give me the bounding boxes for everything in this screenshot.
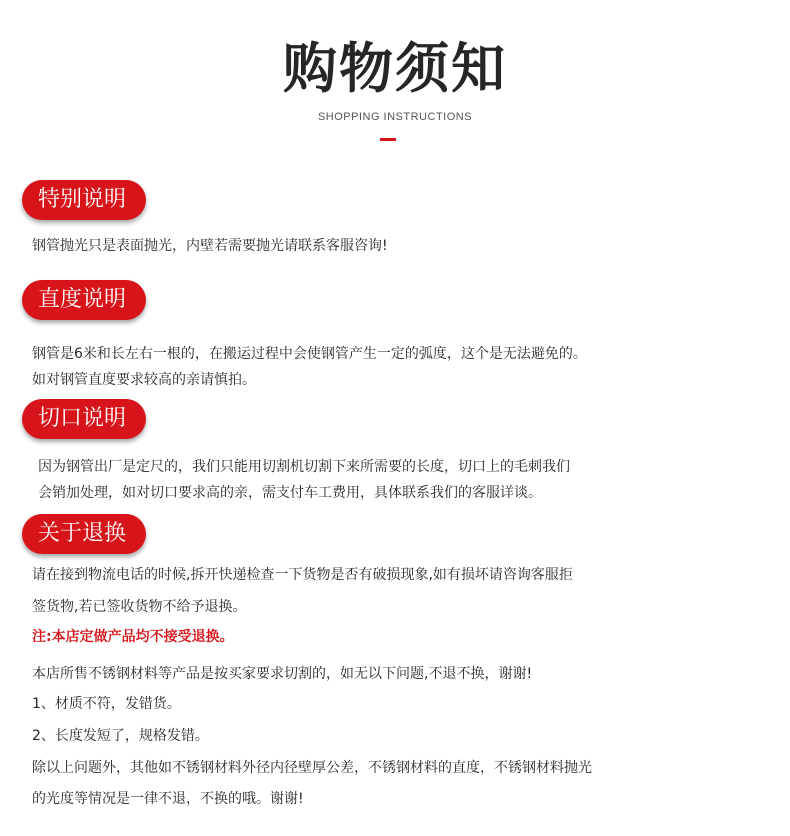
special-text-line: 钢管抛光只是表面抛光，内壁若需要抛光请联系客服咨询! (32, 238, 388, 254)
section-label-returns: 关于退换 (22, 514, 146, 554)
returns-policy-line: 2、长度发短了，规格发错。 (32, 728, 209, 744)
returns-policy-line: 1、材质不符，发错货。 (32, 696, 181, 712)
straightness-text-line: 钢管是6米和长左右一根的，在搬运过程中会使钢管产生一定的弧度，这个是无法避免的。 (32, 346, 587, 362)
returns-note: 注:本店定做产品均不接受退换。 (32, 629, 234, 645)
returns-policy-line: 除以上问题外，其他如不锈钢材料外径内径壁厚公差，不锈钢材料的直度，不锈钢材料抛光 (32, 760, 592, 776)
section-label-special: 特别说明 (22, 180, 146, 220)
section-label-cut: 切口说明 (22, 399, 146, 439)
section-label-straightness: 直度说明 (22, 280, 146, 320)
page-title: 购物须知 (283, 37, 507, 100)
returns-text-line: 签货物,若已签收货物不给予退换。 (32, 599, 247, 615)
straightness-text-line: 如对钢管直度要求较高的亲请慎拍。 (32, 372, 256, 388)
returns-policy-line: 的光度等情况是一律不退，不换的哦。谢谢! (32, 791, 304, 807)
returns-policy-line: 本店所售不锈钢材料等产品是按买家要求切割的，如无以下问题,不退不换，谢谢! (32, 666, 533, 682)
cut-text-line: 因为钢管出厂是定尺的，我们只能用切割机切割下来所需要的长度，切口上的毛刺我们 (38, 459, 570, 475)
cut-text-line: 会销加处理，如对切口要求高的亲，需支付车工费用，具体联系我们的客服详谈。 (38, 485, 542, 501)
title-underline (380, 138, 396, 141)
page-subtitle: SHOPPING INSTRUCTIONS (317, 111, 473, 123)
returns-text-line: 请在接到物流电话的时候,拆开快递检查一下货物是否有破损现象,如有损坏请咨询客服拒 (32, 567, 573, 583)
